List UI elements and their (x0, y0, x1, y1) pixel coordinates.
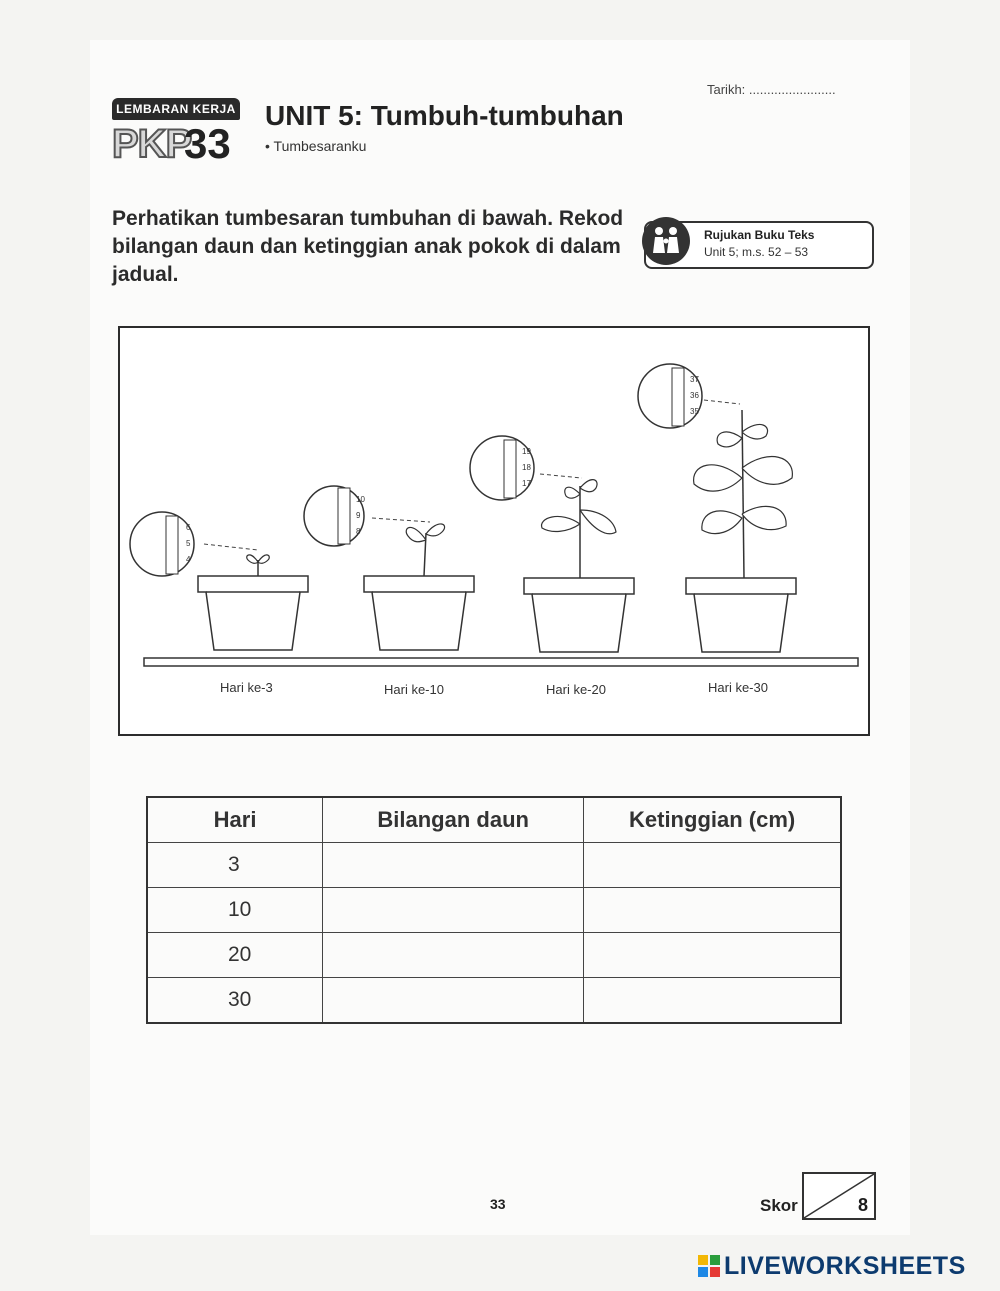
liveworksheets-logo[interactable] (698, 1252, 966, 1281)
height-input[interactable] (584, 843, 841, 888)
table-row (147, 933, 841, 978)
ruler-mark: 35 (690, 407, 699, 416)
leaf-count-input[interactable] (323, 978, 584, 1024)
ruler-mark: 6 (186, 523, 191, 532)
table-header-row (147, 797, 841, 843)
ruler-mark: 18 (522, 463, 531, 472)
day-label: Hari ke-30 (708, 680, 768, 695)
score-label: Skor (760, 1196, 798, 1215)
badge-number: 33 (184, 120, 231, 167)
plant-growth-illustration (118, 326, 870, 736)
height-input[interactable] (584, 978, 841, 1024)
plant-day-10 (304, 486, 474, 650)
table-row (147, 978, 841, 1024)
brand-name: LIVEWORKSHEETS (724, 1252, 966, 1280)
ruler-mark: 37 (690, 375, 699, 384)
textbook-reference (644, 221, 874, 269)
plant-growth-drawing (120, 328, 868, 734)
reference-detail: Unit 5; m.s. 52 – 53 (704, 245, 809, 259)
family-icon (642, 217, 690, 265)
badge-label: LEMBARAN KERJA (112, 98, 240, 120)
table-row (147, 843, 841, 888)
ruler-mark: 8 (356, 527, 361, 536)
day-label: Hari ke-20 (546, 682, 606, 697)
page-subtitle: • Tumbesaranku (265, 138, 367, 154)
day-label: Hari ke-3 (220, 680, 273, 695)
ruler-mark: 19 (522, 447, 531, 456)
growth-record-table (146, 796, 842, 1024)
ruler-mark: 17 (522, 479, 531, 488)
height-input[interactable] (584, 888, 841, 933)
liveworksheets-icon (698, 1255, 720, 1277)
table-row (147, 888, 841, 933)
height-input[interactable] (584, 933, 841, 978)
header-bilangan-daun: Bilangan daun (323, 797, 584, 843)
day-label: Hari ke-10 (384, 682, 444, 697)
plant-day-30 (638, 364, 796, 652)
page-number: 33 (490, 1196, 506, 1212)
leaf-count-input[interactable] (323, 933, 584, 978)
header-ketinggian: Ketinggian (cm) (584, 797, 841, 843)
ruler-mark: 5 (186, 539, 191, 548)
hari-cell: 3 (147, 843, 323, 888)
ruler-mark: 9 (356, 511, 361, 520)
instructions: Perhatikan tumbesaran tumbuhan di bawah. Rekod bilangan daun dan ketinggian anak pokok di dalam jadual. (112, 207, 624, 286)
header-hari: Hari (147, 797, 323, 843)
ruler-mark: 36 (690, 391, 699, 400)
leaf-count-input[interactable] (323, 843, 584, 888)
hari-cell: 30 (147, 978, 323, 1024)
plant-day-3 (130, 512, 308, 650)
ruler-mark: 4 (186, 555, 191, 564)
worksheet-badge (112, 98, 242, 172)
hari-cell: 10 (147, 888, 323, 933)
shelf (144, 658, 858, 666)
date-field[interactable]: Tarikh: ........................ (707, 82, 836, 97)
plant-day-20 (470, 436, 634, 652)
score-box[interactable] (802, 1172, 876, 1220)
leaf-count-input[interactable] (323, 888, 584, 933)
ruler-mark: 10 (356, 495, 365, 504)
reference-title: Rujukan Buku Teks (704, 228, 815, 242)
page-title: UNIT 5: Tumbuh-tumbuhan (265, 100, 624, 131)
score-max: 8 (857, 1195, 868, 1215)
badge-prefix: PKP (112, 122, 192, 166)
hari-cell: 20 (147, 933, 323, 978)
